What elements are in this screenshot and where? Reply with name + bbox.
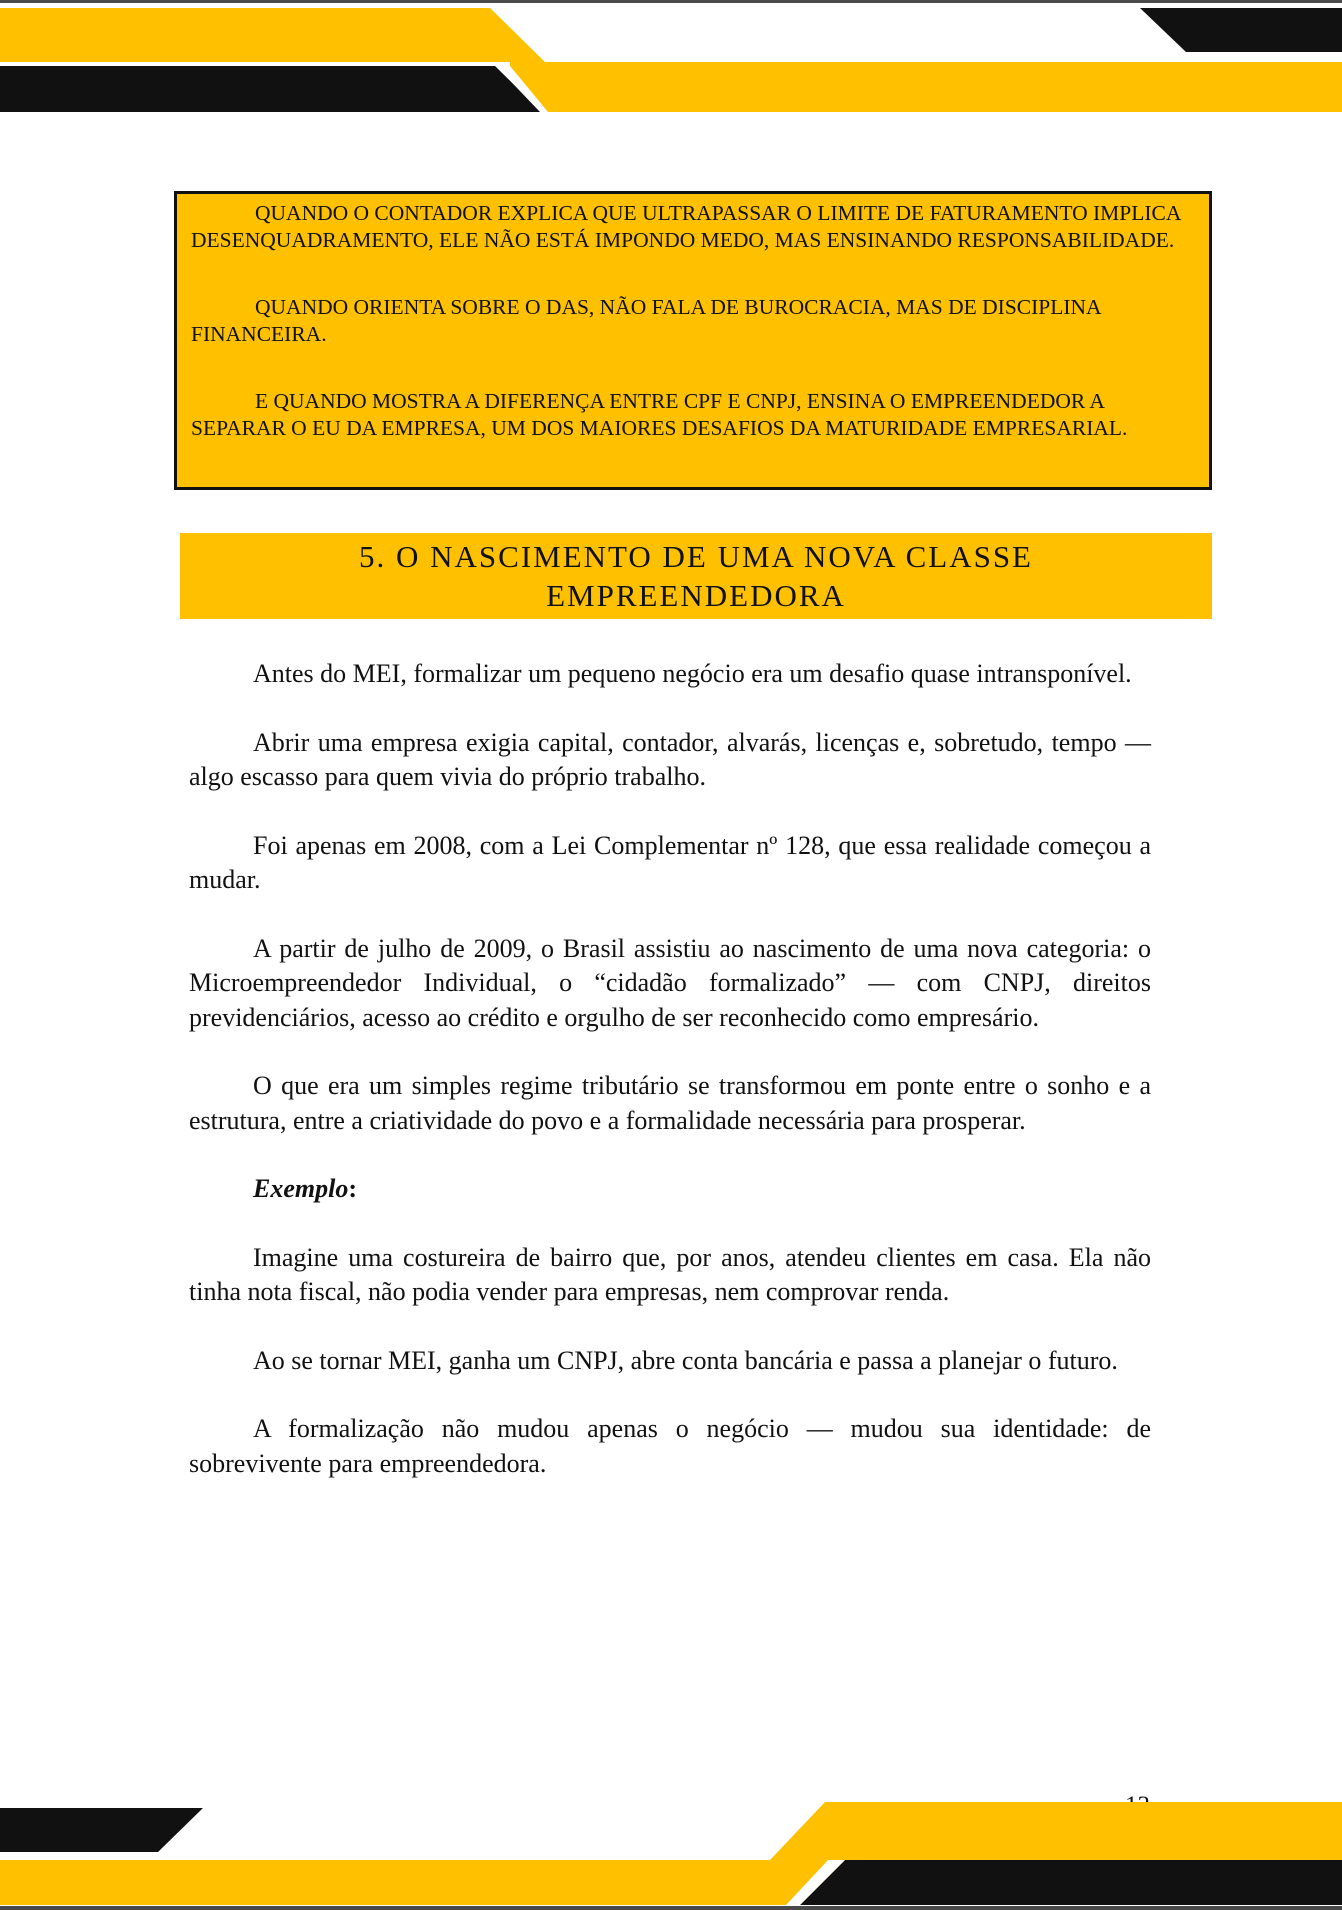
top-black-tab-right (1140, 8, 1342, 52)
top-yellow-stripe-right (510, 62, 1342, 112)
body-paragraph: Foi apenas em 2008, com a Lei Complementar nº 128, que essa realidade começou a mudar. (189, 830, 1151, 894)
section-title: 5. O NASCIMENTO DE UMA NOVA CLASSE EMPREENDEDORA (358, 539, 1033, 613)
bottom-black-tab-left (0, 1808, 203, 1852)
top-black-stripe-left (0, 66, 542, 112)
section-heading-band (180, 533, 1212, 619)
body-paragraph: Antes do MEI, formalizar um pequeno negócio era um desafio quase intransponível. (253, 659, 1132, 688)
bottom-decorative-banner (0, 1800, 1342, 1910)
bottom-yellow-stripe-right (770, 1802, 1342, 1860)
body-paragraph: O que era um simples regime tributário se transformou em ponte entre o sonho e a estrutura, entre a criatividade do povo e a formalidade necessária para prosperar. (189, 1071, 1151, 1135)
top-decorative-banner (0, 0, 1342, 120)
body-paragraph: A partir de julho de 2009, o Brasil assistiu ao nascimento de uma nova categoria: o Microempreendedor Individual, o “cidadão formalizado” — com CNPJ, direitos previdenciários, acesso ao crédito e orgulho de ser reconhecido como empresário. (189, 933, 1151, 1032)
body-paragraph: Imagine uma costureira de bairro que, por anos, atendeu clientes em casa. Ela não tinha nota fiscal, não podia vender para empresas, nem comprovar renda. (189, 1242, 1151, 1306)
top-yellow-stripe-left (0, 8, 545, 62)
bottom-black-stripe-right (800, 1860, 1342, 1905)
example-colon: : (348, 1174, 358, 1203)
bottom-border-line (0, 1906, 1342, 1910)
body-paragraph: Abrir uma empresa exigia capital, contador, alvarás, licenças e, sobretudo, tempo — algo escasso para quem vivia do próprio trabalho. (189, 727, 1151, 791)
callout-paragraph: QUANDO ORIENTA SOBRE O DAS, NÃO FALA DE BUROCRACIA, MAS DE DISCIPLINA FINANCEIRA. (191, 295, 1101, 346)
callout-paragraph: E QUANDO MOSTRA A DIFERENÇA ENTRE CPF E CNPJ, ENSINA O EMPREENDEDOR A SEPARAR O EU DA EMPRESA, UM DOS MAIORES DESAFIOS DA MATURIDADE EMPRESARIAL. (191, 389, 1128, 440)
body-text (189, 657, 1151, 1515)
example-heading (189, 1172, 1151, 1207)
callout-paragraph: QUANDO O CONTADOR EXPLICA QUE ULTRAPASSAR O LIMITE DE FATURAMENTO IMPLICA DESENQUADRAMENTO, ELE NÃO ESTÁ IMPONDO MEDO, MAS ENSINANDO RESPONSABILIDADE. (191, 201, 1181, 252)
body-paragraph: A formalização não mudou apenas o negócio — mudou sua identidade: de sobrevivente para empreendedora. (189, 1414, 1151, 1478)
callout-box (174, 191, 1212, 490)
top-border-line (0, 0, 1342, 3)
body-paragraph: Ao se tornar MEI, ganha um CNPJ, abre conta bancária e passa a planejar o futuro. (253, 1345, 1118, 1375)
example-label: Exemplo (253, 1174, 349, 1203)
